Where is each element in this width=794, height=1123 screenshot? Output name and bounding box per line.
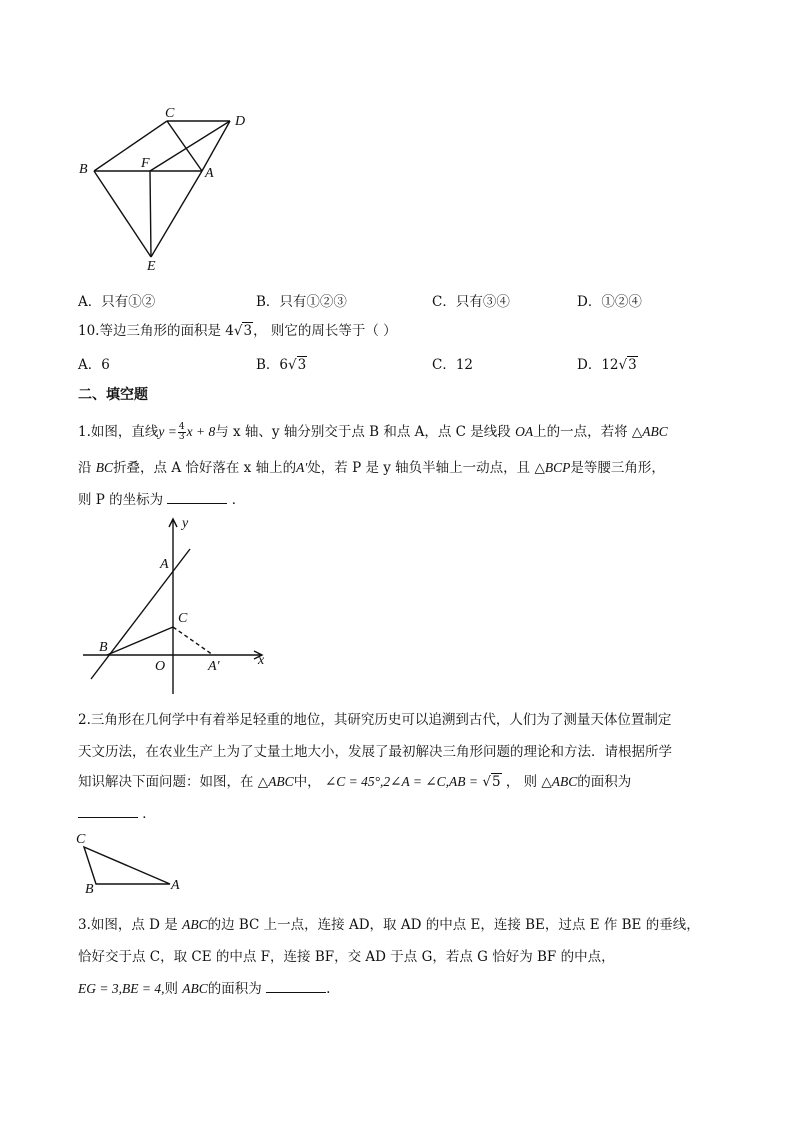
sqrt-sign: √ [233, 323, 243, 339]
fill1-line2: 沿 BC折叠，点 A 恰好落在 x 轴上的A′处，若 P 是 y 轴负半轴上一动点，且 △BCP是等腰三角形， [78, 460, 665, 476]
label-a: A [171, 878, 180, 893]
label-c: C [165, 106, 175, 121]
label-d: D [235, 114, 246, 129]
q9-option-b[interactable]: B．只有①②③ [256, 294, 347, 310]
answer-blank[interactable] [266, 980, 326, 993]
q10-option-a[interactable]: A．6 [78, 357, 110, 373]
label-b: B [85, 882, 94, 897]
label-x: x [258, 653, 265, 668]
q10-option-b[interactable]: B．6√3 [256, 357, 307, 373]
label-f: F [141, 156, 150, 171]
fraction: $\frac{4}{3}$ [178, 422, 185, 442]
q9-option-a[interactable]: A．只有①② [78, 294, 156, 310]
triangle-abc [84, 847, 170, 884]
label-y: y [182, 516, 189, 531]
fill3-line3: EG = 3,BE = 4,则 ABC的面积为 . [78, 981, 331, 997]
label-b: B [99, 640, 108, 655]
label-c: C [76, 832, 86, 847]
section-heading: 二、填空题 [78, 387, 148, 403]
fill2-line4: ． [78, 802, 156, 822]
q10-stem: 10.等边三角形的面积是 4√3， 则它的周长等于（ ） [78, 323, 397, 339]
q10-option-c[interactable]: C．12 [432, 357, 474, 373]
fill2-line1: 2.三角形在几何学中有着举足轻重的地位，其研究历史可以追溯到古代，人们为了测量天体位置制定 [78, 712, 672, 728]
q9-option-c[interactable]: C．只有③④ [432, 294, 510, 310]
label-c: C [178, 611, 188, 626]
label-e: E [147, 259, 156, 274]
label-a: A [160, 557, 169, 572]
q9-option-d[interactable]: D．①②④ [577, 294, 642, 310]
fill2-line2: 天文历法，在农业生产上为了丈量土地大小，发展了最初解决三角形问题的理论和方法．请根据所学 [78, 744, 672, 760]
label-a: A [205, 166, 214, 181]
fill3-line2: 恰好交于点 C，取 CE 的中点 F，连接 BF，交 AD 于点 G，若点 G 恰好为 BF 的中点， [78, 949, 615, 965]
fill1-line1: 1.如图，直线y = $\frac{4}{3}$ x + 8与 x 轴、y 轴分别交于点 B 和点 A，点 C 是线段 OA上的一点，若将 △ABC [78, 422, 668, 442]
fill1-line3: 则 P 的坐标为 ． [78, 492, 246, 508]
label-a-prime: A′ [208, 659, 220, 674]
fill2-line3: 知识解决下面问题：如图，在 △ABC中， ∠C = 45°,2∠A = ∠C,AB = √5 ， 则 △ABC的面积为 [78, 774, 632, 790]
label-b: B [79, 162, 88, 177]
q10-option-d[interactable]: D．12√3 [577, 357, 637, 373]
label-o: O [155, 659, 166, 674]
fill3-line1: 3.如图，点 D 是 ABC的边 BC 上一点，连接 AD，取 AD 的中点 E，连接 BE，过点 E 作 BE 的垂线， [78, 917, 700, 933]
